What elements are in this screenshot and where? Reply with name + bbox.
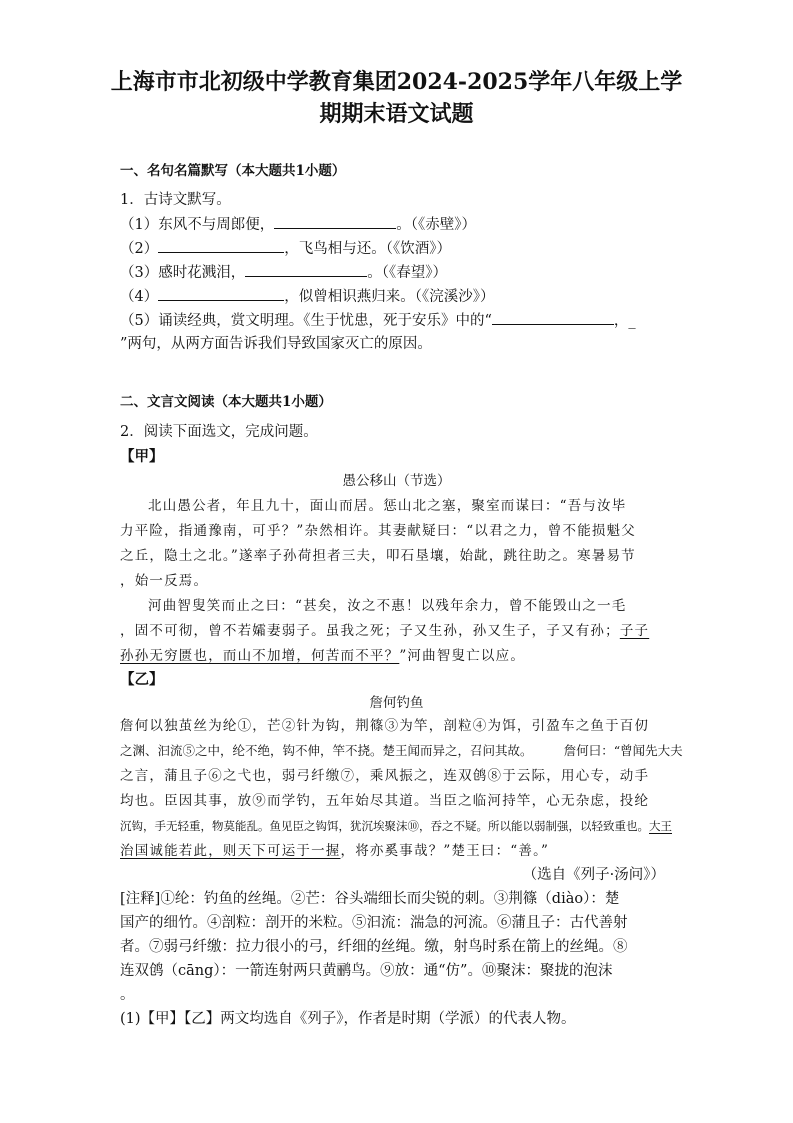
passage-line: 河曲智叟笑而止之曰：“甚矣，汝之不惠！以残年余力，曾不能毁山之一毛 bbox=[148, 598, 627, 614]
answer-blank[interactable] bbox=[245, 261, 367, 277]
answer-blank[interactable] bbox=[274, 213, 396, 229]
passage-line bbox=[120, 646, 525, 666]
annotation-line: 连双鸧（cāng）：一箭连射两只黄鹂鸟。⑨放：通“仿”。⑩聚沫：聚拢的泡沫 bbox=[120, 963, 613, 979]
question-intro: 2．阅读下面选文，完成问题。 bbox=[120, 424, 318, 440]
recitation-item-5 bbox=[120, 309, 636, 332]
underlined-sentence: 大王 bbox=[649, 819, 672, 833]
passage-label-yi: 【乙】 bbox=[120, 671, 164, 688]
recitation-item-2 bbox=[120, 237, 451, 260]
item-text: 。（《春望》） bbox=[367, 265, 447, 281]
item-text: （1）东风不与周郎便， bbox=[120, 217, 275, 233]
annotation-line: 者。⑦弱弓纤缴：拉力很小的弓，纤细的丝绳。缴，射鸟时系在箭上的丝绳。⑧ bbox=[120, 939, 628, 955]
annotation-line: 国产的细竹。④剖粒：剖开的米粒。⑤汩流：湍急的河流。⑥蒲且子：古代善射 bbox=[120, 915, 628, 931]
item-text: ，飞鸟相与还。（《饮酒》） bbox=[284, 241, 451, 257]
annotation-line: [注释]①纶：钓鱼的丝绳。②芒：谷头端细长而尖锐的刺。③荆篠（diào）：楚 bbox=[120, 891, 620, 907]
item-text: （5）诵读经典，赏文明理。《生于忧患，死于安乐》中的“ bbox=[120, 313, 492, 329]
passage-text: ”河曲智叟亡以应。 bbox=[399, 648, 526, 664]
passage-line: ，始一反焉。 bbox=[120, 573, 209, 589]
passage-text: 沉钩，手无轻重，物莫能乱。鱼见臣之钩饵，犹沉埃聚沫⑩，吞之不疑。所以能以弱制强，以轻致重也。 bbox=[120, 819, 649, 833]
passage-line: 力平险，指通豫南，可乎？”杂然相许。其妻献疑曰：“以君之力，曾不能损魁父 bbox=[120, 523, 637, 539]
answer-blank[interactable] bbox=[158, 285, 284, 301]
passage-line bbox=[120, 816, 672, 836]
passage-title-yi: 詹何钓鱼 bbox=[369, 695, 424, 711]
item-text: （4） bbox=[120, 289, 159, 305]
passage-line bbox=[120, 621, 649, 641]
question-intro: 1．古诗文默写。 bbox=[120, 192, 231, 208]
passage-text: ，将亦奚事哉？”楚王曰：“善。” bbox=[340, 843, 550, 859]
item-text: ，_ bbox=[613, 313, 636, 329]
passage-line: 之丘，隐土之北。”遂率子孙荷担者三夫，叩石垦壤，始龀，跳往助之。寒暑易节 bbox=[120, 548, 636, 564]
passage-line: 之渊、汩流⑤之中，纶不绝，钩不伸，竿不挠。楚王闻而异之，召问其故。 詹何曰：“曾闻先大夫 bbox=[120, 743, 683, 758]
passage-text: ，固不可彻，曾不若孀妻弱子。虽我之死；子又生孙，孙又生子，子又有孙； bbox=[120, 623, 620, 639]
underlined-sentence: 治国诚能若此，则天下可运于一握 bbox=[120, 843, 341, 859]
passage-label-jia: 【甲】 bbox=[120, 448, 164, 465]
underlined-sentence: 孙孙无穷匮也，而山不加增，何苦而不平？ bbox=[120, 648, 400, 664]
section-heading: 一、名句名篇默写（本大题共1小题） bbox=[120, 163, 346, 179]
passage-line: 之言，蒲且子⑥之弋也，弱弓纤缴⑦，乘风振之，连双鸧⑧于云际，用心专，动手 bbox=[120, 768, 650, 784]
passage-line bbox=[120, 841, 549, 861]
passage-line: 北山愚公者，年且九十，面山而居。惩山北之塞，聚室而谋曰：“吾与汝毕 bbox=[148, 498, 627, 514]
recitation-item-1 bbox=[120, 213, 476, 236]
recitation-item-3 bbox=[120, 261, 447, 284]
answer-blank[interactable] bbox=[492, 309, 614, 325]
recitation-item-4 bbox=[120, 285, 494, 308]
passage-source: （选自《列子·汤问》） bbox=[522, 867, 665, 883]
item-text: （3）感时花溅泪， bbox=[120, 265, 246, 281]
item-text: （2） bbox=[120, 241, 159, 257]
underlined-sentence: 子子 bbox=[619, 623, 650, 639]
item-text: ，似曾相识燕归来。（《浣溪沙》） bbox=[284, 289, 495, 305]
annotation-line: 。 bbox=[120, 987, 135, 1003]
page-title-line2: 期期末语文试题 bbox=[319, 101, 474, 127]
sub-question-1: (1)【甲】【乙】两文均选自《列子》，作者是时期（学派）的代表人物。 bbox=[120, 1011, 576, 1027]
passage-line: 均也。臣因其事，放⑨而学钓，五年始尽其道。当臣之临河持竿，心无杂虑，投纶 bbox=[120, 793, 650, 809]
section-heading: 二、文言文阅读（本大题共1小题） bbox=[120, 394, 332, 410]
page-title: 上海市市北初级中学教育集团2024-2025学年八年级上学 bbox=[110, 69, 683, 95]
answer-blank[interactable] bbox=[158, 237, 284, 253]
passage-line: 詹何以独茧丝为纶①，芒②针为钩，荆篠③为竿，剖粒④为饵，引盈车之鱼于百仞 bbox=[120, 718, 650, 734]
recitation-item-5-cont: ”两句，从两方面告诉我们导致国家灭亡的原因。 bbox=[120, 336, 432, 352]
item-text: 。（《赤壁》） bbox=[396, 217, 476, 233]
passage-title-jia: 愚公移山（节选） bbox=[342, 473, 451, 489]
